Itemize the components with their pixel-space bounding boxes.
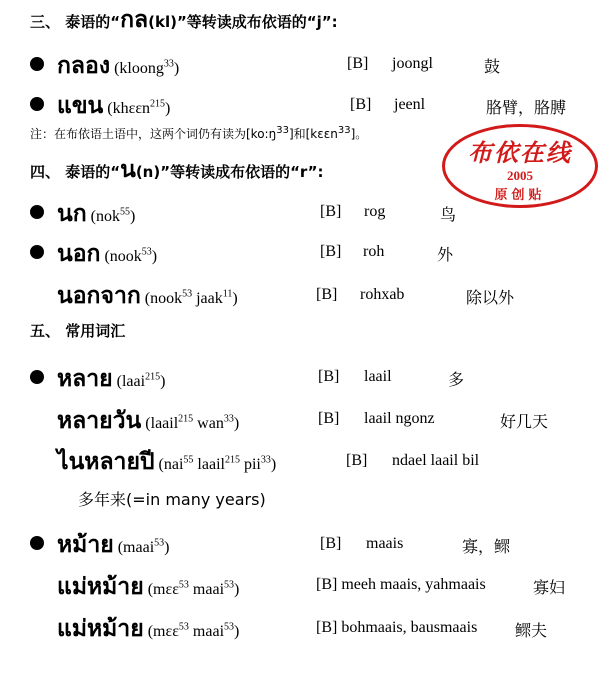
entry-buyi-word: laail (364, 368, 392, 385)
entry-buyi-marker: [B] (316, 286, 338, 303)
bullet-icon (30, 536, 44, 550)
entry-chinese: 多年来(=in many years) (78, 490, 266, 509)
section-4-heading: 四、 泰语的“น(n)”等转读成布依语的“r”: (30, 157, 324, 183)
entry-buyi-marker: [B] (346, 452, 368, 469)
entry-chinese: 寡妇 (533, 578, 566, 597)
bullet-icon (30, 97, 44, 111)
entry-buyi-marker: [B] (320, 535, 342, 552)
entry-buyi-word: roh (363, 243, 385, 260)
entry-thai: หม้าย (maai$^{53}$) (57, 532, 170, 558)
section-3-heading (30, 6, 338, 34)
entry-buyi-word: joongl (392, 55, 433, 72)
entry-buyi-word: ndael laail bil (392, 452, 480, 469)
entry-thai: นก (nok$^{55}$) (57, 201, 136, 227)
heading-thai: กล (120, 7, 149, 33)
bullet-icon (30, 57, 44, 71)
entry-thai: หลาย (laai$^{215}$) (57, 366, 166, 392)
entry-buyi-marker: [B] (320, 203, 342, 220)
entry-thai: แขน (khɛɛn$^{215}$) (57, 93, 171, 119)
entry-chinese: 外 (437, 245, 454, 264)
entry-chinese: 鳏夫 (515, 621, 548, 640)
bullet-icon (30, 370, 44, 384)
entry-buyi-word: rog (364, 203, 386, 220)
section-5-heading: 五、 常用词汇 (30, 322, 126, 340)
watermark-stamp: 布依在线 2005 原创贴 (442, 124, 598, 208)
entry-buyi-word: [B] meeh maais, yahmaais (316, 576, 486, 593)
note-text: 注：在布依语土语中，这两个词仍有读为$[ko:ŋ^{33}]$和[kɛɛn$^{33}$]。 (30, 125, 368, 141)
entry-thai: หลายวัน (laail$^{215}$ wan$^{33}$) (57, 408, 240, 434)
entry-buyi-marker: [B] (318, 410, 340, 427)
entry-thai: แม่หม้าย (mɛɛ$^{53}$ maai$^{53}$) (57, 574, 240, 600)
entry-thai: แม่หม้าย (mɛɛ$^{53}$ maai$^{53}$) (57, 616, 240, 642)
entry-chinese: 鸟 (440, 205, 457, 224)
entry-buyi-word: jeenl (394, 96, 426, 113)
entry-chinese: 好几天 (500, 412, 549, 431)
entry-thai: กลอง (kloong$^{33}$) (57, 53, 180, 79)
entry-thai: นอกจาก (nook$^{53}$ jaak$^{11}$) (57, 283, 238, 309)
bullet-icon (30, 245, 44, 259)
entry-buyi-word: maais (366, 535, 404, 552)
entry-chinese: 胳臂，胳膊 (486, 98, 567, 117)
heading-prefix: 三、 泰语的“ (30, 13, 121, 31)
entry-buyi-word: [B] bohmaais, bausmaais (316, 619, 478, 636)
entry-chinese: 多 (448, 370, 465, 389)
entry-transcription: (kloong$^{33}$) (114, 58, 180, 77)
entry-buyi-word: laail ngonz (364, 410, 435, 427)
entry-buyi-marker: [B] (320, 243, 342, 260)
entry-buyi-marker: [B] (318, 368, 340, 385)
entry-buyi-word: rohxab (360, 286, 405, 303)
entry-chinese: 鼓 (484, 57, 501, 76)
entry-buyi-marker: [B] (347, 55, 369, 72)
entry-chinese: 除以外 (466, 288, 515, 307)
entry-thai: ไนหลายปี (nai$^{55}$ laail$^{215}$ pii$^{33}$) (57, 449, 277, 475)
entry-thai: นอก (nook$^{53}$) (57, 241, 158, 267)
entry-transcription: (khɛɛn$^{215}$) (107, 98, 171, 117)
bullet-icon (30, 205, 44, 219)
entry-chinese: 寡，鳏 (462, 537, 511, 556)
entry-buyi-marker: [B] (350, 96, 372, 113)
heading-suffix: (kl)”等转读成布依语的“j”: (148, 13, 338, 31)
